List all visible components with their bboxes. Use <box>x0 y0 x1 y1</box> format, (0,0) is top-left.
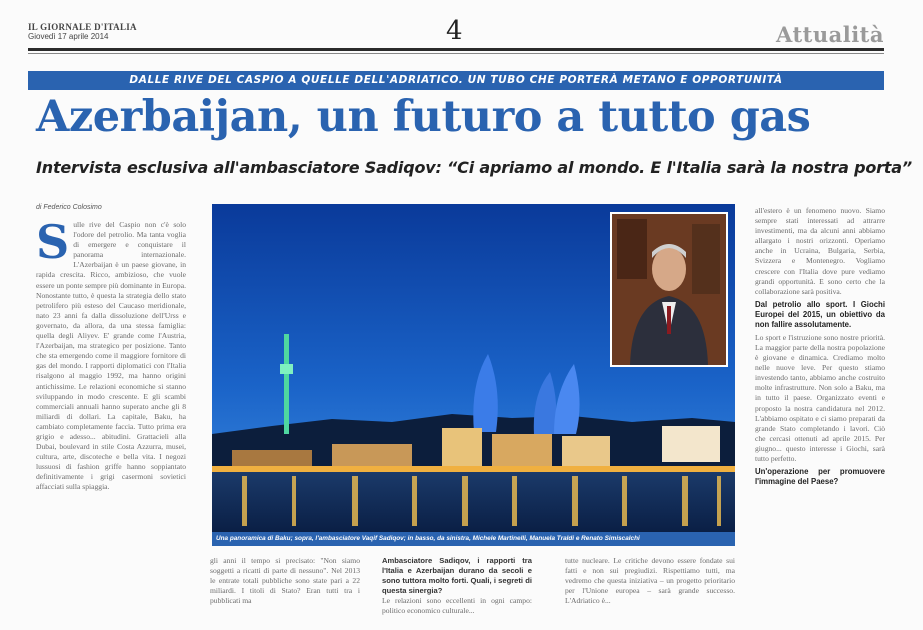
newspaper-name: IL GIORNALE D'ITALIA <box>28 22 137 32</box>
section-title: Attualità <box>776 22 884 47</box>
issue-date: Giovedì 17 aprile 2014 <box>28 32 109 41</box>
page-number: 4 <box>446 16 463 46</box>
photo-caption: Una panoramica di Baku; sopra, l'ambasciatore Vaqif Sadiqov; in basso, da sinistra, Michele Martinelli, Manuela Traldi e Renato Simiscalchi <box>212 532 735 546</box>
masthead <box>28 16 884 58</box>
article-text-1: ulle rive del Caspio non c'è solo l'odore del petrolio. Ma tanta voglia di emergere e conquistare il panorama internazionale. L'Azerbaijan è un paese giovane, in rapida crescita. Ricco, ambizioso, che vuole essere un ponte sempre più dominante in Europa. Nonostante tutto, è questa la strategia dello stato petrolifero più esteso del Caucaso meridionale, nato 23 anni fa dalla dissoluzione dell'Urss e governato, da allora, da una stessa famiglia: quella degli Aliyev. E' grande come l'Austria, l'Azerbaijan, ma strategico per posizione. Tanto che sta emergendo come il maggiore fornitore di gas del mondo. I rapporti diplomatici con l'Italia risalgono al maggio 1992, ma hanno origini antichissime. Le relazioni economiche si stanno sviluppando in modo crescente. E gli scambi commerciali annuali hanno superato anche gli 8 miliardi di dollari. La capitale, Baku, ha cambiato completamente faccia. Tutto prima era grigio e adesso... abitudini. Grattacieli alla Dubai, boulevard in stile Costa Azzurra, musei, cultura, arte, discoteche e bella vita. I negozi lussuosi di fashion griffe hanno soppiantato definitivamente i grigi casermoni sovietici affacciati sulla spiaggia. <box>36 220 186 492</box>
masthead-rule-thick <box>28 48 884 51</box>
interview-question-lower: Ambasciatore Sadiqov, i rapporti tra l'Italia e Azerbaijan durano da secoli e sono tuttora molto forti. Quali, i segreti di questa sinergia? <box>382 556 532 596</box>
masthead-rule-thin <box>28 53 884 54</box>
headline: Azerbaijan, un futuro a tutto gas <box>36 92 811 142</box>
article-column-lower-2 <box>382 556 532 630</box>
article-column-1 <box>36 220 186 630</box>
article-text-lower-2: Le relazioni sono eccellenti in ogni campo: politico economico culturale... <box>382 596 532 616</box>
masthead-info <box>28 22 137 42</box>
interview-question-1: Dal petrolio allo sport. I Giochi Europei del 2015, un obiettivo da non fallire assolutamente. <box>755 299 885 329</box>
interview-question-2: Un'operazione per promuovere l'immagine del Paese? <box>755 467 885 487</box>
article-text-right-2: Lo sport e l'istruzione sono nostre priorità. La maggior parte della nostra popolazione è giovane e dinamica. Crediamo molto nelle nuove leve. Per questo stiamo investendo tanto, abbiamo anche costruito molte infrastrutture. Non solo a Baku, ma in tutto il paese. Organizzato eventi e proposto la nostra candidatura nel 2012. L'abbiamo ospitato e ci siamo preparati da grande Stato completando i lavori. Ciò che cercasi ottenuti ad aprile 2015. Per giugno... questo interesse i Giochi, sarà tutto perfetto. <box>755 332 885 463</box>
promenade-lights <box>212 466 735 472</box>
article-column-right <box>755 206 885 630</box>
byline: di Federico Colosimo <box>36 204 102 211</box>
ambassador-portrait <box>610 212 728 367</box>
caspian-water <box>212 472 735 532</box>
kicker-band: DALLE RIVE DEL CASPIO A QUELLE DELL'ADRIATICO. UN TUBO CHE PORTERÀ METANO E OPPORTUNITÀ <box>28 71 884 90</box>
drop-cap: S <box>36 220 70 269</box>
government-house <box>662 426 720 462</box>
tv-tower <box>284 334 289 434</box>
article-column-lower-1: gli anni il tempo si precisato: "Non siamo soggetti a ricatti di parte di nessuno". Nel 2013 le entrate totali pubbliche sono state pari a 22 miliardi. I titoli di Stato? Eran tutti tra i pubblicati ma <box>210 556 360 606</box>
ambassador-figure <box>612 214 726 365</box>
subheadline: Intervista esclusiva all'ambasciatore Sadiqov: “Ci apriamo al mondo. E l'Italia sarà la nostra porta” <box>36 158 912 177</box>
article-text-right-1: all'estero è un fenomeno nuovo. Siamo sempre stati interessati ad attrarre investimenti, ma da alcuni anni abbiamo allargato i nostri orizzonti. Operiamo anche in Ucraina, Bulgaria, Serbia, Svizzera e Montenegro. Vogliamo crescere con l'Italia dove pure vediamo grandi opportunità. E sono certo che la collaborazione sarà positiva. <box>755 206 885 296</box>
article-column-lower-3: tutte nucleare. Le critiche devono essere fondate sui fatti e non sui pregiudizi. Rispettiamo tutti, ma vedremo che questa iniziativa – un progetto prioritario per l'Unione europea – sarà grande successo. L'Adriatico è... <box>565 556 735 606</box>
